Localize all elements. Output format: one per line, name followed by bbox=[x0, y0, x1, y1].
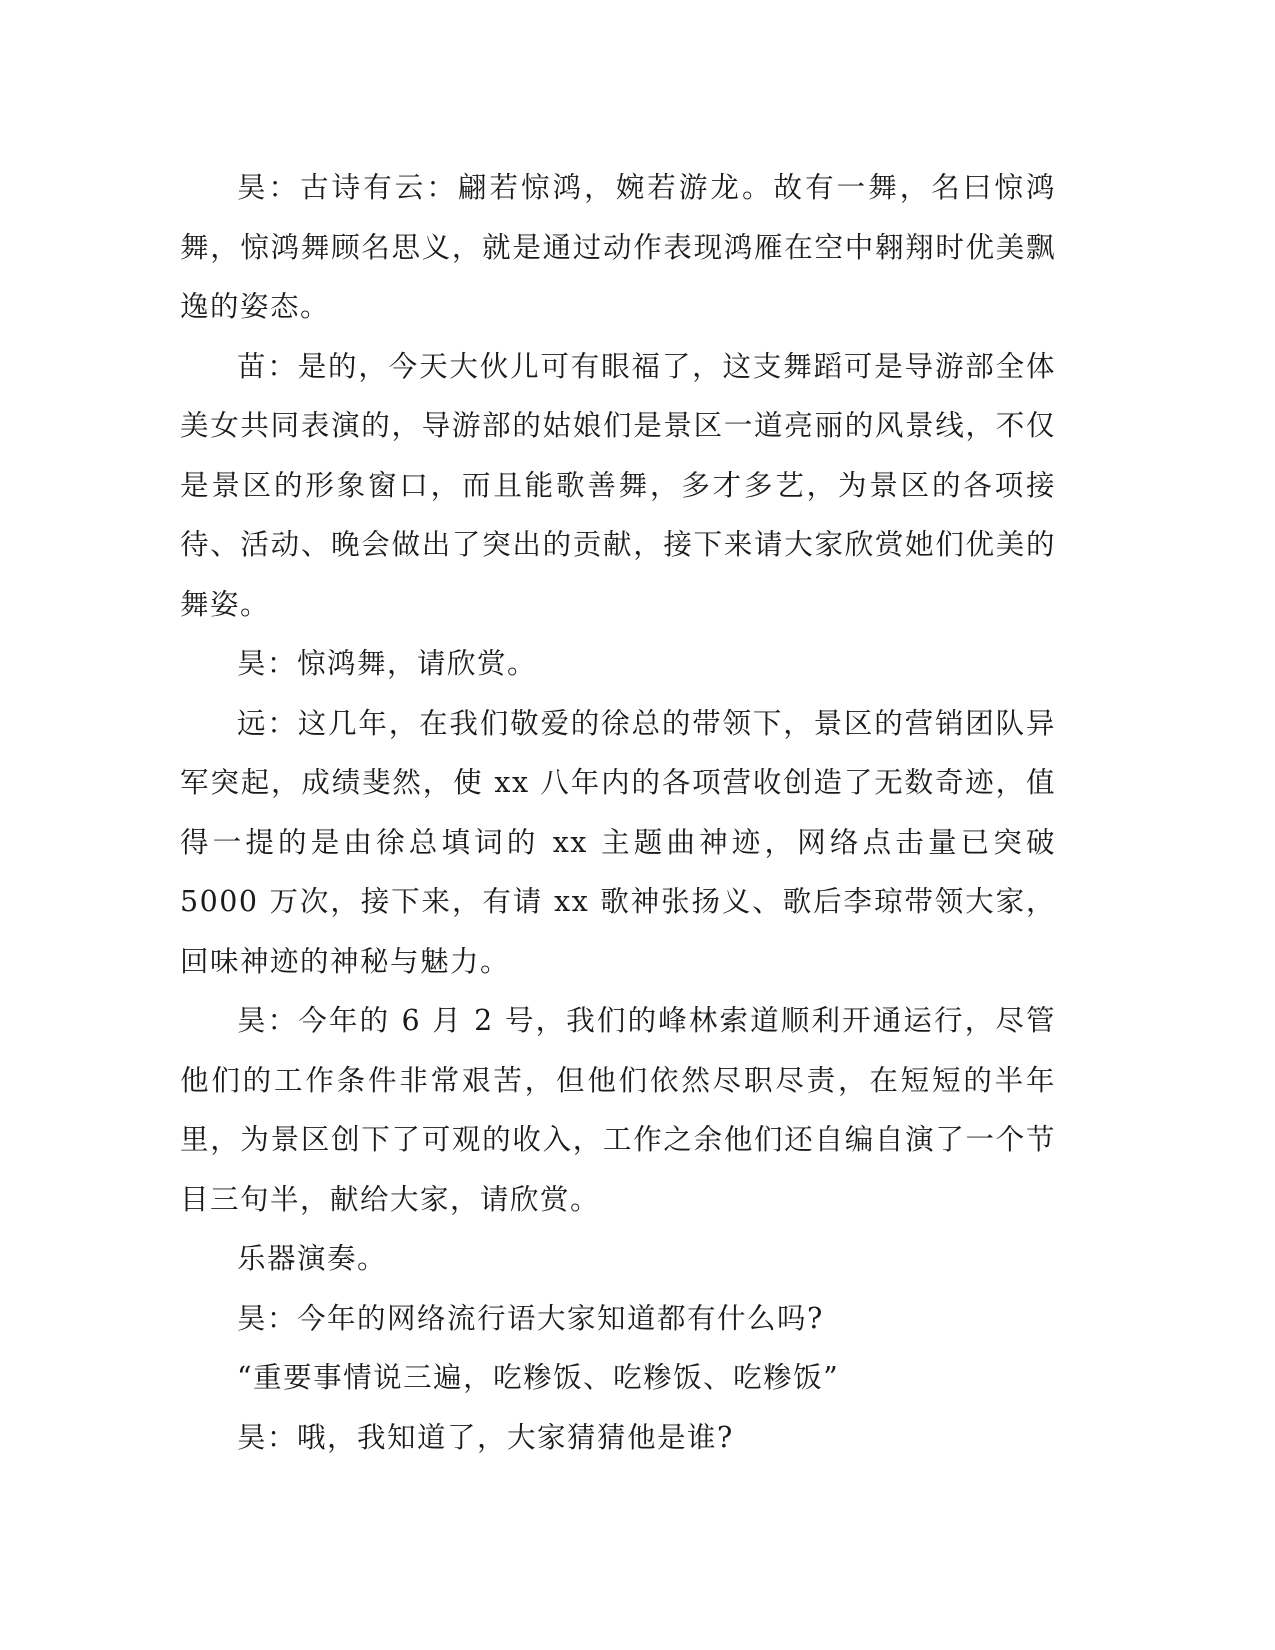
paragraph-3: 昊：惊鸿舞，请欣赏。 bbox=[237, 647, 538, 680]
document-body bbox=[180, 158, 1056, 1467]
paragraph-7: 昊：今年的网络流行语大家知道都有什么吗? bbox=[237, 1301, 824, 1335]
paragraph-9: 昊：哦，我知道了，大家猜猜他是谁? bbox=[237, 1420, 734, 1454]
paragraph-5: 昊：今年的 6 月 2 号，我们的峰林索道顺利开通运行，尽管他们的工作条件非常艰苦，但他们依然尽职尽责，在短短的半年里，为景区创下了可观的收入，工作之余他们还自编自演了一个节目三句半，献给大家，请欣赏。 bbox=[180, 1004, 1056, 1216]
paragraph-4: 远：这几年，在我们敬爱的徐总的带领下，景区的营销团队异军突起，成绩斐然，使 xx 八年内的各项营收创造了无数奇迹，值得一提的是由徐总填词的 xx 主题曲神迹，网络点击量已突破 5000 万次，接下来，有请 xx 歌神张扬义、歌后李琼带领大家，回味神迹的神秘与魅力。 bbox=[180, 706, 1056, 978]
paragraph-6: 乐器演奏。 bbox=[237, 1242, 388, 1275]
paragraph-2: 苗：是的，今天大伙儿可有眼福了，这支舞蹈可是导游部全体美女共同表演的，导游部的姑娘们是景区一道亮丽的风景线，不仅是景区的形象窗口，而且能歌善舞，多才多艺，为景区的各项接待、活动、晚会做出了突出的贡献，接下来请大家欣赏她们优美的舞姿。 bbox=[180, 349, 1056, 621]
paragraph-8: “重要事情说三遍，吃糁饭、吃糁饭、吃糁饭” bbox=[237, 1361, 840, 1394]
paragraph-1: 昊：古诗有云：翩若惊鸿，婉若游龙。故有一舞，名曰惊鸿舞，惊鸿舞顾名思义，就是通过动作表现鸿雁在空中翱翔时优美飘逸的姿态。 bbox=[180, 171, 1056, 323]
